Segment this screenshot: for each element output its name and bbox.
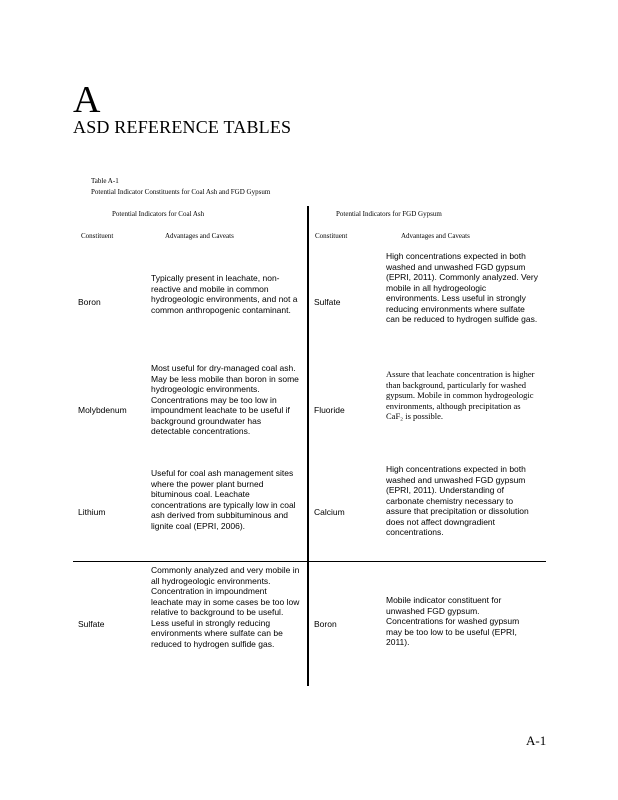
row-4-left-description: Commonly analyzed and very mobile in all hydrogeologic environments. Concentration in impoundment leachate may in some cases be too low relative to background to be useful. Less useful in strongly reducing environments where sulfate can be reduced to hydrogen sulfide gas.	[151, 565, 300, 649]
column-header-advantages-left: Advantages and Caveats	[165, 232, 234, 240]
row-1-right-description: High concentrations expected in both washed and unwashed FGD gypsum (EPRI, 2011). Commonly analyzed. Very mobile in all hydrogeologic environments. Less useful in strongly reducing environments where sulfate can be reduced to hydrogen sulfide gas.	[386, 251, 538, 324]
row-2-right-constituent: Fluoride	[314, 405, 345, 415]
row-4-right-description: Mobile indicator constituent for unwashed FGD gypsum. Concentrations for washed gypsum may be too low to be useful (EPRI, 2011).	[386, 595, 520, 647]
row-3-left-constituent: Lithium	[78, 507, 106, 517]
page-title: ASD REFERENCE TABLES	[73, 117, 292, 137]
table-caption: Potential Indicator Constituents for Coal Ash and FGD Gypsum	[91, 188, 271, 196]
column-header-constituent-left: Constituent	[81, 232, 114, 240]
row-2-right-description: Assure that leachate concentration is higher than background, particularly for washed gypsum. Mobile in common hydrogeologic environments, although precipitation as CaF₂ is possible.	[386, 369, 535, 421]
column-header-constituent-right: Constituent	[315, 232, 348, 240]
table-divider-horizontal	[73, 561, 546, 562]
row-4-right-constituent: Boron	[314, 619, 337, 629]
row-1-left-constituent: Boron	[78, 297, 101, 307]
table-divider-vertical	[307, 206, 309, 686]
column-header-advantages-right: Advantages and Caveats	[401, 232, 470, 240]
row-2-left-constituent: Molybdenum	[78, 405, 127, 415]
appendix-letter: A	[73, 79, 101, 121]
row-2-left-description: Most useful for dry-managed coal ash. May be less mobile than boron in some hydrogeologic environments. Concentrations may be too low in impoundment leachate to be useful if background groundwater has detectable concentrations.	[151, 363, 299, 436]
table-id: Table A-1	[91, 177, 119, 185]
row-3-right-constituent: Calcium	[314, 507, 345, 517]
row-3-right-description: High concentrations expected in both washed and unwashed FGD gypsum (EPRI, 2011). Understanding of carbonate chemistry necessary to assure that precipitation or dissolution does not affect downgradient concentrations.	[386, 464, 529, 537]
row-1-left-description: Typically present in leachate, non-reactive and mobile in common hydrogeologic environments, and not a common anthropogenic contaminant.	[151, 273, 298, 315]
row-1-right-constituent: Sulfate	[314, 297, 341, 307]
group-header-coal-ash: Potential Indicators for Coal Ash	[112, 210, 205, 218]
page-number: A-1	[526, 733, 547, 748]
row-3-left-description: Useful for coal ash management sites where the power plant burned bituminous coal. Leachate concentrations are typically low in coal ash derived from subbituminous and lignite coal (EPRI, 2006).	[151, 468, 296, 531]
row-4-left-constituent: Sulfate	[78, 619, 105, 629]
group-header-fgd-gypsum: Potential Indicators for FGD Gypsum	[336, 210, 442, 218]
